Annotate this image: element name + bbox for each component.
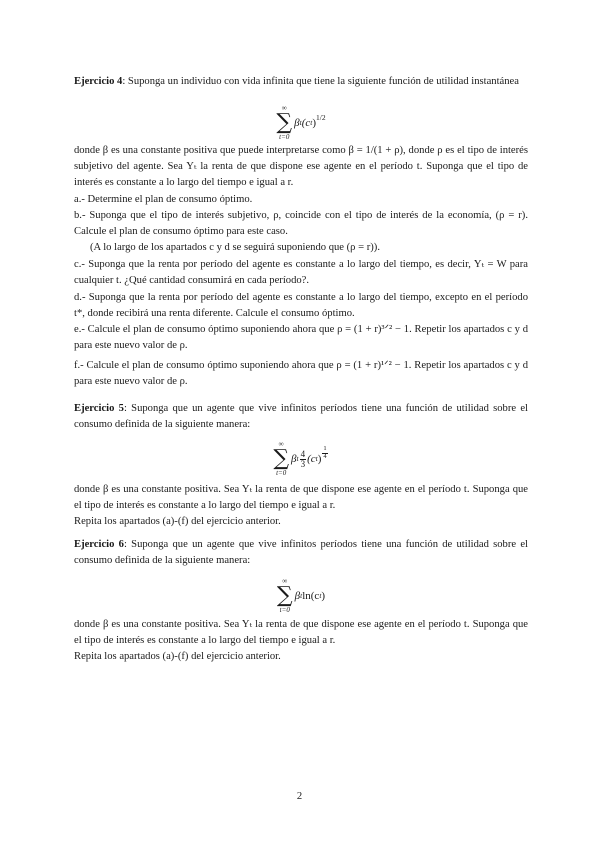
item-d: d.- Suponga que la renta por período del agente es constante a lo largo del tiempo, excepto en el período t*, donde recibirá una renta diferente. Calcule el consumo óptimo. [74,292,528,320]
exercise-4-intro [74,74,528,90]
exercise-6-heading: Ejercicio 6 [74,539,124,550]
item-a: a.- Determine el plan de consumo óptimo. [74,194,253,205]
exercise-5-intro-text: : Suponga que un agente que vive infinitos períodos tiene una función de utilidad sobre el consumo definida de la siguiente manera: [74,403,528,431]
exercise-6-repeat: Repita los apartados (a)-(f) del ejercicio anterior. [74,651,281,662]
exponent-one-quarter: $\frac{1}{4}$ [323,445,327,460]
exercise-4-heading: Ejercicio 4 [74,76,123,87]
item-b: b.- Suponga que el tipo de interés subjetivo, ρ, coincide con el tipo de interés de la economía, (ρ = r). Calcule el plan de consumo óptimo para este caso. [74,210,528,238]
exercise-6-intro [74,537,528,569]
item-e: e.- Calcule el plan de consumo óptimo suponiendo ahora que ρ = (1 + r)³ᐟ² − 1. Repetir los apartados c y d para este nuevo valor de ρ. [74,324,528,352]
exercise-4-intro-text: : Suponga un individuo con vida infinita que tiene la siguiente función de utilidad instantánea [122,76,519,87]
item-c: c.- Suponga que la renta por período del agente es constante a lo largo del tiempo, es decir, Yₜ = W para cualquier t. ¿Qué cantidad consumirá en cada período?. [74,259,528,287]
summation-symbol: ∞ ∑ t=0 [276,577,293,614]
page-number: 2 [296,791,303,802]
exercise-5-heading: Ejercicio 5 [74,403,124,414]
exercise-4-paragraph: donde β es una constante positiva que puede interpretarse como β = 1/(1 + ρ), donde ρ es el tipo de interés subjetivo del agente. Sea Yₜ la renta de que dispone ese agente en el período t. Suponga que el tipo de interés es constante a lo largo del tiempo e igual a r. [74,145,528,189]
exercise-5-intro [74,401,528,433]
item-f: f.- Calcule el plan de consumo óptimo suponiendo ahora que ρ = (1 + r)¹ᐟ² − 1. Repetir los apartados c y d para este nuevo valor de ρ. [74,360,528,388]
exercise-6-paragraph: donde β es una constante positiva. Sea Yₜ la renta de que dispone ese agente en el período t. Suponga que el tipo de interés es constante a lo largo del tiempo e igual a r. [74,619,528,647]
exercise-5-repeat: Repita los apartados (a)-(f) del ejercicio anterior. [74,516,281,527]
summation-symbol: ∞ ∑ t=0 [273,440,290,477]
exercise-4-equation: ∞ ∑ t=0 β t (c t ) $^{1/2}$ [276,104,326,141]
summation-symbol: ∞ ∑ t=0 [276,104,293,141]
exercise-5-paragraph: donde β es una constante positiva. Sea Yₜ la renta de que dispone ese agente en el período t. Suponga que el tipo de interés es constante a lo largo del tiempo e igual a r. [74,484,528,512]
exercise-6-intro-text: : Suponga que un agente que vive infinitos períodos tiene una función de utilidad sobre el consumo definida de la siguiente manera: [74,539,528,567]
fraction-four-thirds: $\frac{4}{3}$ [300,448,306,469]
exercise-6-equation: ∞ ∑ t=0 β t ln(c t ) [276,577,326,614]
exercise-5-equation: ∞ ∑ t=0 β t $\frac{4}{3}$ (c t ) $\frac{1}{4}$ [273,440,327,477]
note-rho-equals-r: (A lo largo de los apartados c y d se seguirá suponiendo que (ρ = r)). [90,242,380,253]
